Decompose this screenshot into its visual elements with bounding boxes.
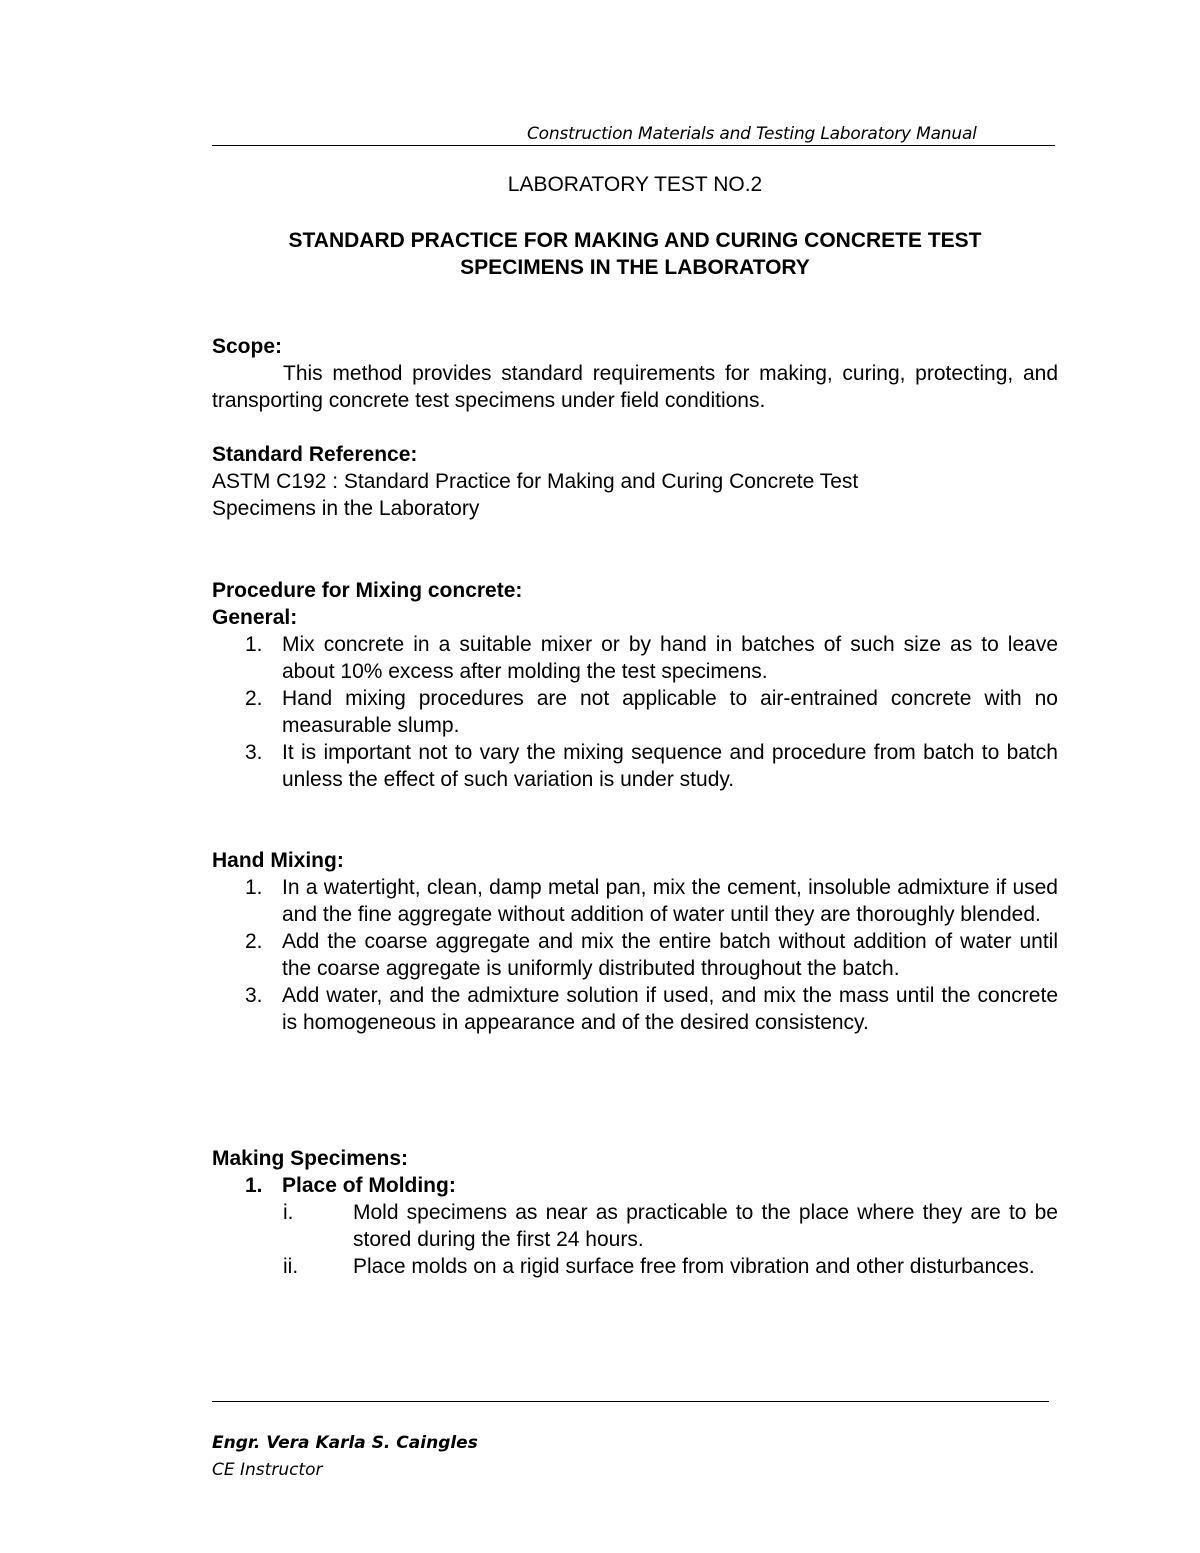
list-item-text: Mix concrete in a suitable mixer or by hand in batches of such size as to leave about 10% excess after molding the test specimens.: [282, 633, 1058, 683]
author-role: CE Instructor: [212, 1460, 323, 1480]
header-rule: [212, 145, 1055, 146]
document-title-line-2: SPECIMENS IN THE LABORATORY: [460, 256, 810, 279]
list-item-text: Add the coarse aggregate and mix the entire batch without addition of water until the coarse aggregate is uniformly distributed throughout the batch.: [282, 930, 1058, 980]
author-name: Engr. Vera Karla S. Caingles: [212, 1433, 478, 1453]
standard-reference-line-1: ASTM C192 : Standard Practice for Making and Curing Concrete Test: [212, 470, 859, 493]
list-item-text: Place molds on a rigid surface free from vibration and other disturbances.: [353, 1255, 1035, 1278]
procedure-heading: Procedure for Mixing concrete:: [212, 579, 523, 602]
list-number: 1.: [245, 1174, 263, 1197]
list-item: [212, 928, 1058, 982]
standard-reference-section: [212, 441, 1058, 522]
making-specimens-section: [212, 1145, 1058, 1280]
hand-mixing-section: [212, 847, 1058, 1036]
running-header: Construction Materials and Testing Laboratory Manual: [527, 124, 977, 144]
list-item: [212, 874, 1058, 928]
place-of-molding-heading: Place of Molding:: [282, 1174, 456, 1197]
making-specimens-heading: Making Specimens:: [212, 1147, 409, 1170]
lab-test-number: LABORATORY TEST NO.2: [507, 173, 763, 196]
list-number: 1.: [245, 633, 263, 656]
list-numeral: i.: [283, 1201, 294, 1224]
scope-section: [212, 333, 1058, 414]
procedure-section: [212, 577, 1058, 793]
list-item-text: Mold specimens as near as practicable to the place where they are to be stored during the first 24 hours.: [353, 1201, 1058, 1251]
scope-text: This method provides standard requirements for making, curing, protecting, and transporting concrete test specimens under field conditions.: [212, 362, 1058, 412]
document-title-line-1: STANDARD PRACTICE FOR MAKING AND CURING CONCRETE TEST: [288, 229, 982, 252]
list-item: [212, 685, 1058, 739]
list-item: [212, 1253, 1058, 1280]
list-item-text: Hand mixing procedures are not applicable to air-entrained concrete with no measurable slump.: [282, 687, 1058, 737]
hand-mixing-heading: Hand Mixing:: [212, 849, 344, 872]
list-numeral: ii.: [283, 1255, 299, 1278]
making-specimens-list: [212, 1172, 1058, 1199]
list-item: [212, 631, 1058, 685]
general-list: [212, 631, 1058, 793]
list-item: [212, 982, 1058, 1036]
list-number: 2.: [245, 687, 263, 710]
list-item: [212, 1199, 1058, 1253]
footer-rule: [212, 1401, 1049, 1402]
document-title: [212, 227, 1058, 281]
list-item-text: It is important not to vary the mixing sequence and procedure from batch to batch unless the effect of such variation is under study.: [282, 741, 1058, 791]
list-number: 1.: [245, 876, 263, 899]
place-of-molding-list: [212, 1199, 1058, 1280]
standard-reference-heading: Standard Reference:: [212, 443, 418, 466]
list-number: 2.: [245, 930, 263, 953]
list-item-text: In a watertight, clean, damp metal pan, mix the cement, insoluble admixture if used and the fine aggregate without addition of water until they are thoroughly blended.: [282, 876, 1058, 926]
standard-reference-line-2: Specimens in the Laboratory: [212, 497, 480, 520]
list-number: 3.: [245, 741, 263, 764]
list-item: [212, 739, 1058, 793]
scope-heading: Scope:: [212, 335, 283, 358]
hand-mixing-list: [212, 874, 1058, 1036]
general-heading: General:: [212, 606, 298, 629]
list-item-text: Add water, and the admixture solution if used, and mix the mass until the concrete is homogeneous in appearance and of the desired consistency.: [282, 984, 1058, 1034]
list-number: 3.: [245, 984, 263, 1007]
list-item: [212, 1172, 1058, 1199]
